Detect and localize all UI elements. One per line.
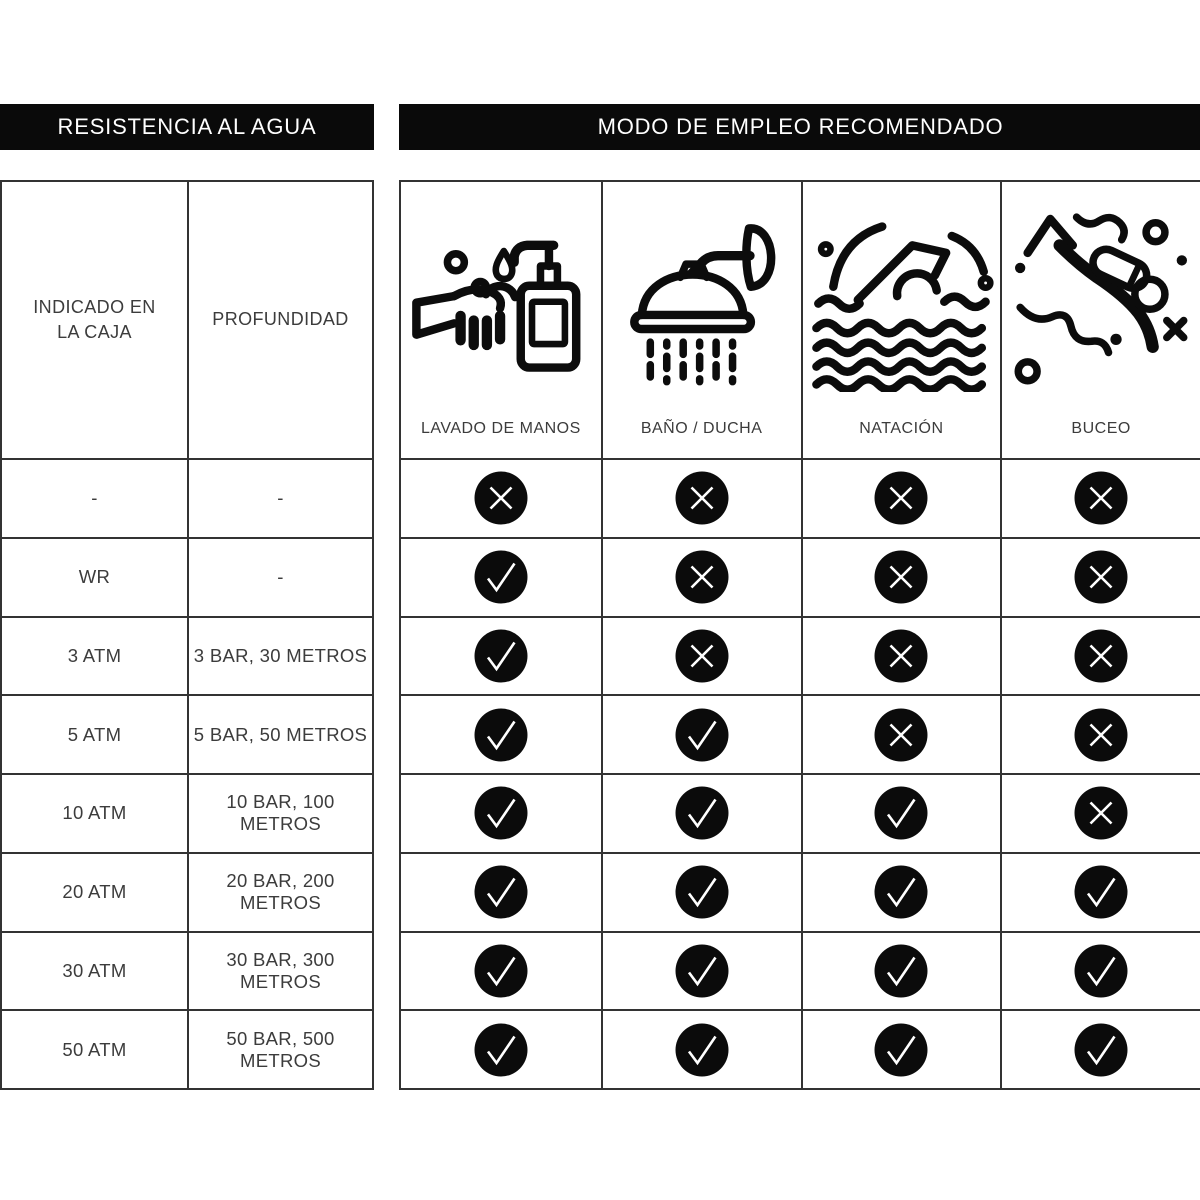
not-allowed-cell — [801, 616, 1001, 695]
case-marking-cell: 3 ATM — [2, 616, 187, 695]
check-mark-icon — [1074, 1023, 1128, 1077]
section-header-modo-empleo-label: MODO DE EMPLEO RECOMENDADO — [597, 114, 1004, 139]
not-allowed-cell — [1000, 616, 1200, 695]
depth-cell: 30 BAR, 300 METROS — [187, 931, 372, 1010]
check-mark-icon — [1074, 944, 1128, 998]
depth-cell: 3 BAR, 30 METROS — [187, 616, 372, 695]
cross-mark-icon — [874, 708, 928, 762]
diving-icon — [1007, 204, 1195, 392]
case-marking-cell: 50 ATM — [2, 1009, 187, 1088]
cross-mark-icon — [474, 471, 528, 525]
cross-mark-icon — [874, 629, 928, 683]
not-allowed-cell — [601, 458, 801, 537]
not-allowed-cell — [1000, 773, 1200, 852]
allowed-cell — [801, 773, 1001, 852]
check-mark-icon — [474, 1023, 528, 1077]
swimming-icon — [807, 204, 995, 392]
allowed-cell — [601, 694, 801, 773]
usage-table — [399, 180, 1200, 1090]
case-marking-cell: 30 ATM — [2, 931, 187, 1010]
column-header-lavado-de-manos — [401, 182, 601, 458]
check-mark-icon — [874, 1023, 928, 1077]
column-label: BAÑO / DUCHA — [640, 420, 763, 437]
allowed-cell — [601, 1009, 801, 1088]
cross-mark-icon — [1074, 629, 1128, 683]
not-allowed-cell — [1000, 537, 1200, 616]
allowed-cell — [1000, 1009, 1200, 1088]
cross-mark-icon — [1074, 550, 1128, 604]
column-header-natacion — [801, 182, 1001, 458]
check-mark-icon — [874, 944, 928, 998]
check-mark-icon — [675, 944, 729, 998]
not-allowed-cell — [801, 458, 1001, 537]
allowed-cell — [401, 931, 601, 1010]
column-header-bano-ducha — [601, 182, 801, 458]
column-header-profundidad: PROFUNDIDAD — [187, 182, 372, 458]
depth-cell: 5 BAR, 50 METROS — [187, 694, 372, 773]
cross-mark-icon — [874, 471, 928, 525]
section-header-resistencia-label: RESISTENCIA AL AGUA — [57, 114, 317, 139]
resistance-table — [0, 180, 374, 1090]
column-label: BUCEO — [1071, 420, 1131, 437]
not-allowed-cell — [801, 537, 1001, 616]
check-mark-icon — [874, 786, 928, 840]
not-allowed-cell — [601, 616, 801, 695]
check-mark-icon — [675, 1023, 729, 1077]
check-mark-icon — [474, 550, 528, 604]
check-mark-icon — [675, 708, 729, 762]
not-allowed-cell — [1000, 694, 1200, 773]
check-mark-icon — [675, 786, 729, 840]
not-allowed-cell — [401, 458, 601, 537]
allowed-cell — [401, 694, 601, 773]
allowed-cell — [601, 931, 801, 1010]
depth-cell: 50 BAR, 500 METROS — [187, 1009, 372, 1088]
allowed-cell — [401, 616, 601, 695]
column-label: NATACIÓN — [859, 420, 944, 437]
column-header-buceo — [1000, 182, 1200, 458]
column-header-indicado-en-la-caja: INDICADO EN LA CAJA — [33, 296, 156, 342]
allowed-cell — [401, 537, 601, 616]
allowed-cell — [801, 1009, 1001, 1088]
check-mark-icon — [474, 629, 528, 683]
check-mark-icon — [474, 865, 528, 919]
cross-mark-icon — [675, 471, 729, 525]
case-marking-cell: 20 ATM — [2, 852, 187, 931]
allowed-cell — [601, 773, 801, 852]
cross-mark-icon — [1074, 708, 1128, 762]
not-allowed-cell — [1000, 458, 1200, 537]
depth-cell: - — [187, 458, 372, 537]
depth-cell: 10 BAR, 100 METROS — [187, 773, 372, 852]
case-marking-cell: 5 ATM — [2, 694, 187, 773]
allowed-cell — [1000, 852, 1200, 931]
section-header-resistencia — [0, 104, 374, 150]
check-mark-icon — [1074, 865, 1128, 919]
handwash-icon — [407, 204, 595, 392]
cross-mark-icon — [675, 550, 729, 604]
section-header-modo-empleo — [399, 104, 1200, 150]
allowed-cell — [801, 931, 1001, 1010]
not-allowed-cell — [601, 537, 801, 616]
not-allowed-cell — [801, 694, 1001, 773]
allowed-cell — [401, 773, 601, 852]
cross-mark-icon — [675, 629, 729, 683]
allowed-cell — [801, 852, 1001, 931]
allowed-cell — [401, 852, 601, 931]
shower-icon — [608, 204, 796, 392]
case-marking-cell: 10 ATM — [2, 773, 187, 852]
check-mark-icon — [474, 944, 528, 998]
check-mark-icon — [874, 865, 928, 919]
allowed-cell — [601, 852, 801, 931]
check-mark-icon — [675, 865, 729, 919]
cross-mark-icon — [1074, 471, 1128, 525]
check-mark-icon — [474, 786, 528, 840]
depth-cell: 20 BAR, 200 METROS — [187, 852, 372, 931]
cross-mark-icon — [874, 550, 928, 604]
cross-mark-icon — [1074, 786, 1128, 840]
check-mark-icon — [474, 708, 528, 762]
depth-cell: - — [187, 537, 372, 616]
allowed-cell — [401, 1009, 601, 1088]
allowed-cell — [1000, 931, 1200, 1010]
case-marking-cell: - — [2, 458, 187, 537]
column-label: LAVADO DE MANOS — [420, 420, 581, 437]
case-marking-cell: WR — [2, 537, 187, 616]
